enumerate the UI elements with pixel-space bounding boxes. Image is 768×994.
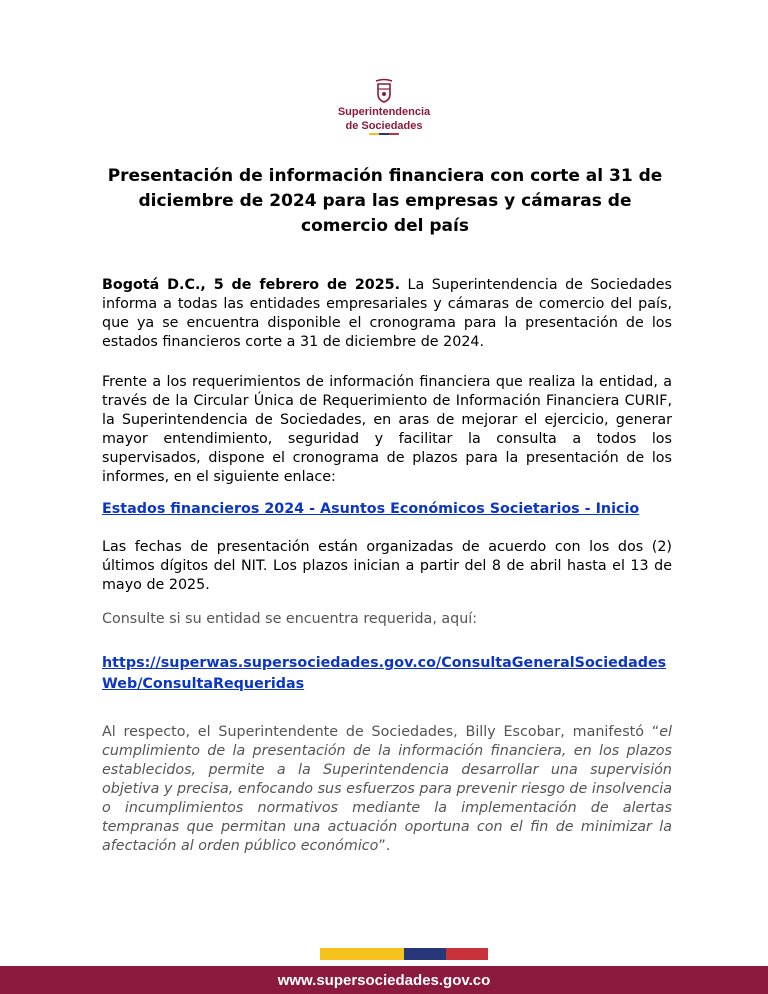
schedule-link-container <box>102 500 672 519</box>
schedule-link[interactable]: Estados financieros 2024 - Asuntos Económicos Societarios - Inicio <box>102 501 640 517</box>
quote-intro: Al respecto, el Superintendente de Sociedades, Billy Escobar, manifestó “ <box>102 724 660 740</box>
consult-link-container <box>102 652 672 694</box>
paragraph-intro <box>102 276 672 352</box>
logo-name-line1: Superintendencia <box>337 106 431 118</box>
coat-of-arms-icon <box>372 78 396 104</box>
paragraph-dates: Las fechas de presentación están organizadas de acuerdo con los dos (2) últimos dígitos del NIT. Los plazos inician a partir del 8 de abril hasta el 13 de mayo de 2025. <box>102 539 672 593</box>
logo <box>0 78 768 135</box>
logo-flag-bar <box>369 133 399 135</box>
paragraph-curif: Frente a los requerimientos de información financiera que realiza la entidad, a través de la Circular Única de Requerimiento de Información Financiera CURIF, la Superintendencia de Sociedades, en aras de mejorar el ejercicio, generar mayor entendimiento, seguridad y facilitar la consulta a todos los supervisados, dispone el cronograma de plazos para la presentación de los informes, en el siguiente enlace: <box>102 374 672 485</box>
footer-flag-bar <box>320 948 488 960</box>
paragraph-intro-text: La Superintendencia de Sociedades informa a todas las entidades empresariales y cámaras de comercio del país, que ya se encuentra disponible el cronograma para la presentación de los estados financieros corte a 31 de diciembre de 2024. <box>102 277 673 350</box>
document-title: Presentación de información financiera con corte al 31 de diciembre de 2024 para las empresas y cámaras de comercio del país <box>107 166 663 236</box>
dateline: Bogotá D.C., 5 de febrero de 2025. <box>102 277 401 293</box>
consult-url-link[interactable]: https://superwas.supersociedades.gov.co/ConsultaGeneralSociedadesWeb/ConsultaRequeridas <box>102 655 667 692</box>
quote-text: el cumplimiento de la presentación de la información financiera, en los plazos establecidos, permite a la Superintendencia desarrollar una supervisión objetiva y precisa, enfocando sus esfuerzos para prevenir riesgo de insolvencia o incumplimientos normativos mediante la implementación de alertas tempranas que permitan una actuación oportuna con el fin de minimizar la afectación al orden público económico <box>102 724 672 854</box>
logo-name-line2: de Sociedades <box>345 120 423 132</box>
quote-end: ”. <box>378 838 391 854</box>
footer-bar <box>0 966 768 994</box>
paragraph-consult: Consulte si su entidad se encuentra requerida, aquí: <box>102 611 478 627</box>
paragraph-quote <box>102 723 672 856</box>
footer-url[interactable]: www.supersociedades.gov.co <box>277 971 491 989</box>
